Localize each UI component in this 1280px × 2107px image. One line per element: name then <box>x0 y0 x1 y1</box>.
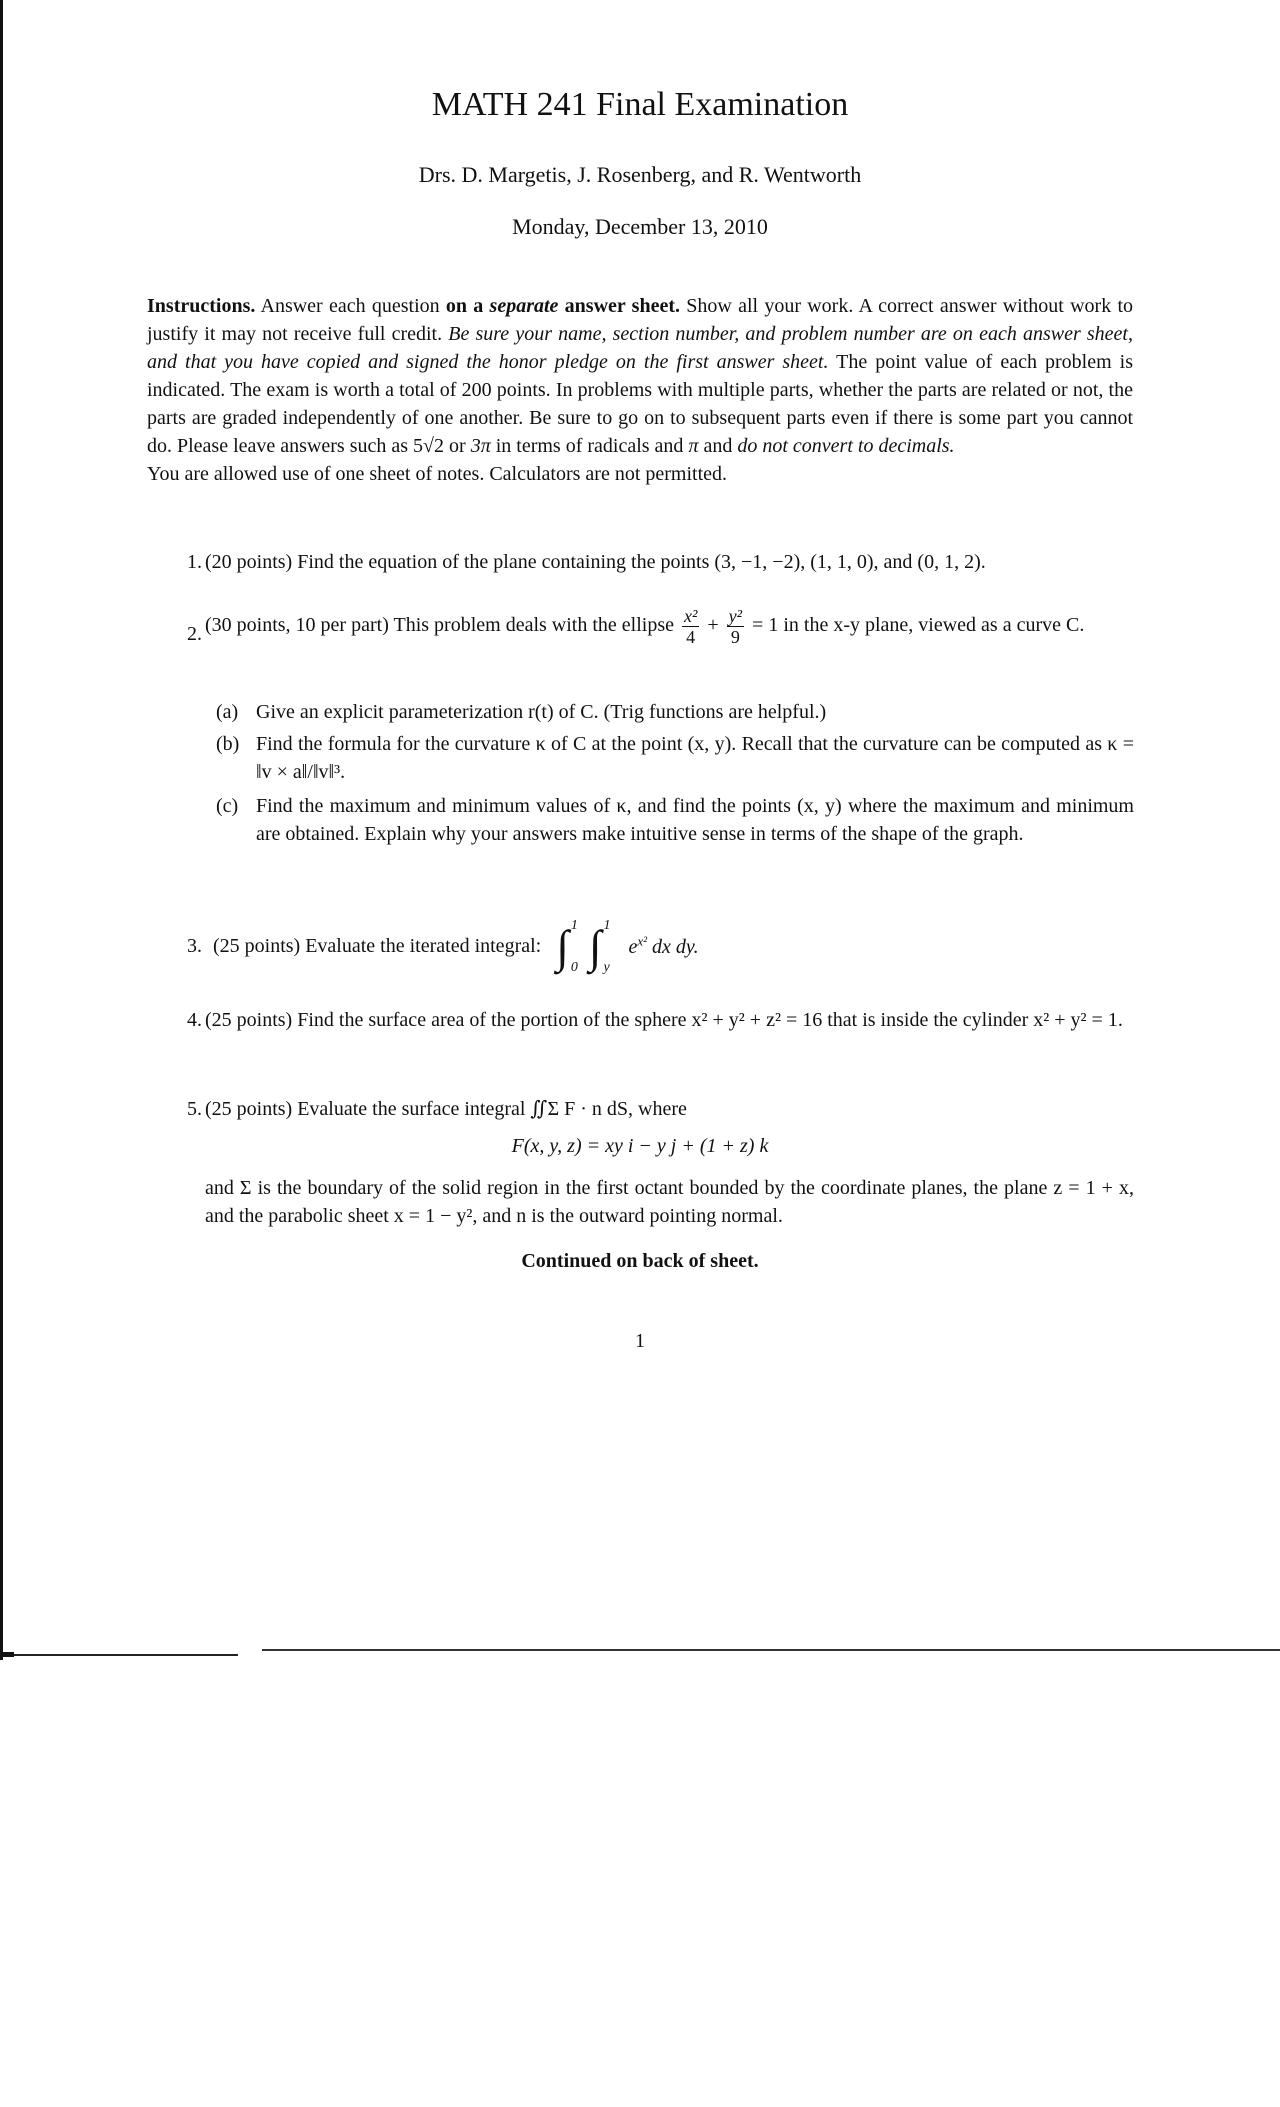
problem-2-number: 2. <box>187 623 202 645</box>
integrand-differentials: dx dy. <box>647 935 699 958</box>
fraction-x2-over-4 <box>682 606 699 647</box>
fraction-denominator: 9 <box>730 627 740 647</box>
scan-left-edge <box>0 0 3 1660</box>
page-number: 1 <box>635 1330 645 1352</box>
problem-1 <box>176 548 1134 576</box>
part-label: (a) <box>216 701 239 723</box>
pi-example: 3π <box>470 435 491 457</box>
instructions-italic-decimals: do not convert to decimals. <box>737 435 955 457</box>
inner-limits <box>603 916 619 976</box>
problem-3-number: 3. <box>187 934 202 957</box>
problem-4 <box>176 1006 1134 1034</box>
fraction-denominator: 4 <box>686 627 696 647</box>
outer-lower-limit: 0 <box>570 960 578 975</box>
part-text: Find the formula for the curvature κ of C at the point (x, y). Recall that the curvature can be computed as κ = ‖v × a‖/‖v‖³. <box>256 733 1134 783</box>
problem-2-part-c <box>216 792 1134 848</box>
instructions-block <box>147 292 1133 488</box>
instructions-text-2: Show all your work. A correct answer without work to justify it may not receive full credit. <box>147 295 1134 345</box>
instructions-italic-note: Be sure your name, section number, and problem number are on each answer sheet, and that you have copied and signed the honor pledge on the first answer sheet. <box>147 323 1133 373</box>
outer-limits <box>571 916 587 976</box>
problem-5-continuation <box>176 1174 1134 1230</box>
problem-2 <box>176 606 1134 647</box>
problem-2-text <box>205 606 1134 647</box>
problem-3-text: (25 points) Evaluate the iterated integral: <box>213 934 542 957</box>
instructions-separate: separate <box>489 295 559 317</box>
pi-symbol: π <box>688 435 699 457</box>
vector-field-text: F(x, y, z) = xy i − y j + (1 + z) k <box>511 1135 769 1157</box>
problem-5-number: 5. <box>187 1098 202 1120</box>
instructions-answer-sheet: answer sheet. <box>558 295 680 317</box>
part-label: (c) <box>216 795 239 817</box>
fraction-numerator: x² <box>683 606 698 626</box>
instructions-paragraph <box>147 292 1133 460</box>
plus-sign: + <box>702 614 724 637</box>
fraction-numerator: y² <box>728 606 743 626</box>
integrand-exponent: x² <box>637 933 647 949</box>
exam-authors: Drs. D. Margetis, J. Rosenberg, and R. Wentworth <box>418 162 862 187</box>
instructions-on-a: on a <box>445 295 490 317</box>
inner-upper-limit: 1 <box>603 918 611 933</box>
problem-4-number: 4. <box>187 1009 202 1031</box>
instructions-notes: You are allowed use of one sheet of notes. Calculators are not permitted. <box>147 463 728 485</box>
problem-2-part-b <box>216 730 1134 786</box>
continued-note: Continued on back of sheet. <box>521 1250 759 1272</box>
part-label: (b) <box>216 733 240 755</box>
integrand-base: e <box>628 935 638 958</box>
problem-3 <box>176 916 699 976</box>
problem-2-part-a <box>216 698 1134 726</box>
exam-date: Monday, December 13, 2010 <box>512 214 768 239</box>
instructions-text-1: Answer each question <box>255 295 446 317</box>
part-text: Find the maximum and minimum values of κ, and find the points (x, y) where the maximum and minimum are obtained. Explain why your answers make intuitive sense in terms of the shape of the graph. <box>256 795 1134 845</box>
instructions-text-4: in terms of radicals and <box>490 435 689 457</box>
exam-title: MATH 241 Final Examination <box>431 86 849 123</box>
scan-corner-mark <box>0 1652 14 1657</box>
instructions-or: or <box>444 435 471 457</box>
problem-4-text: (25 points) Find the surface area of the portion of the sphere x² + y² + z² = 16 that is inside the cylinder x² + y² = 1. <box>205 1009 1123 1031</box>
problem-5-text-2: and Σ is the boundary of the solid region in the first octant bounded by the coordinate planes, the plane z = 1 + x, and the parabolic sheet x = 1 − y², and n is the outward pointing normal. <box>205 1177 1134 1227</box>
integral-sign-outer: ∫ <box>556 920 569 972</box>
part-text: Give an explicit parameterization r(t) of C. (Trig functions are helpful.) <box>256 701 827 723</box>
problem-1-text: (20 points) Find the equation of the plane containing the points (3, −1, −2), (1, 1, 0), and (0, 1, 2). <box>205 551 986 573</box>
problem-5 <box>176 1095 1134 1123</box>
vector-field-equation <box>0 1135 1280 1158</box>
problem-2-text-a: (30 points, 10 per part) This problem deals with the ellipse <box>205 614 679 637</box>
radical-example: 5√2 <box>413 435 445 457</box>
instructions-text-3: The point value of each problem is indicated. The exam is worth a total of 200 points. In problems with multiple parts, whether the parts are related or not, the parts are graded independently of one another. Be sure to go on to subsequent parts even if there is some part you cannot do. Please leave answers such as <box>147 351 1133 457</box>
scan-bottom-edge-right <box>262 1649 1280 1651</box>
integrand <box>628 933 699 958</box>
instructions-and: and <box>698 435 738 457</box>
problem-2-text-b: = 1 in the x-y plane, viewed as a curve C. <box>747 614 1085 637</box>
scan-bottom-edge-left <box>0 1654 238 1656</box>
instructions-lead: Instructions. <box>147 295 256 317</box>
fraction-y2-over-9 <box>727 606 744 647</box>
outer-upper-limit: 1 <box>570 918 578 933</box>
integral-sign-inner: ∫ <box>588 920 602 972</box>
inner-lower-limit: y <box>603 960 610 975</box>
problem-1-number: 1. <box>187 551 202 573</box>
problem-5-text: (25 points) Evaluate the surface integral ∬Σ F · n dS, where <box>205 1098 687 1120</box>
